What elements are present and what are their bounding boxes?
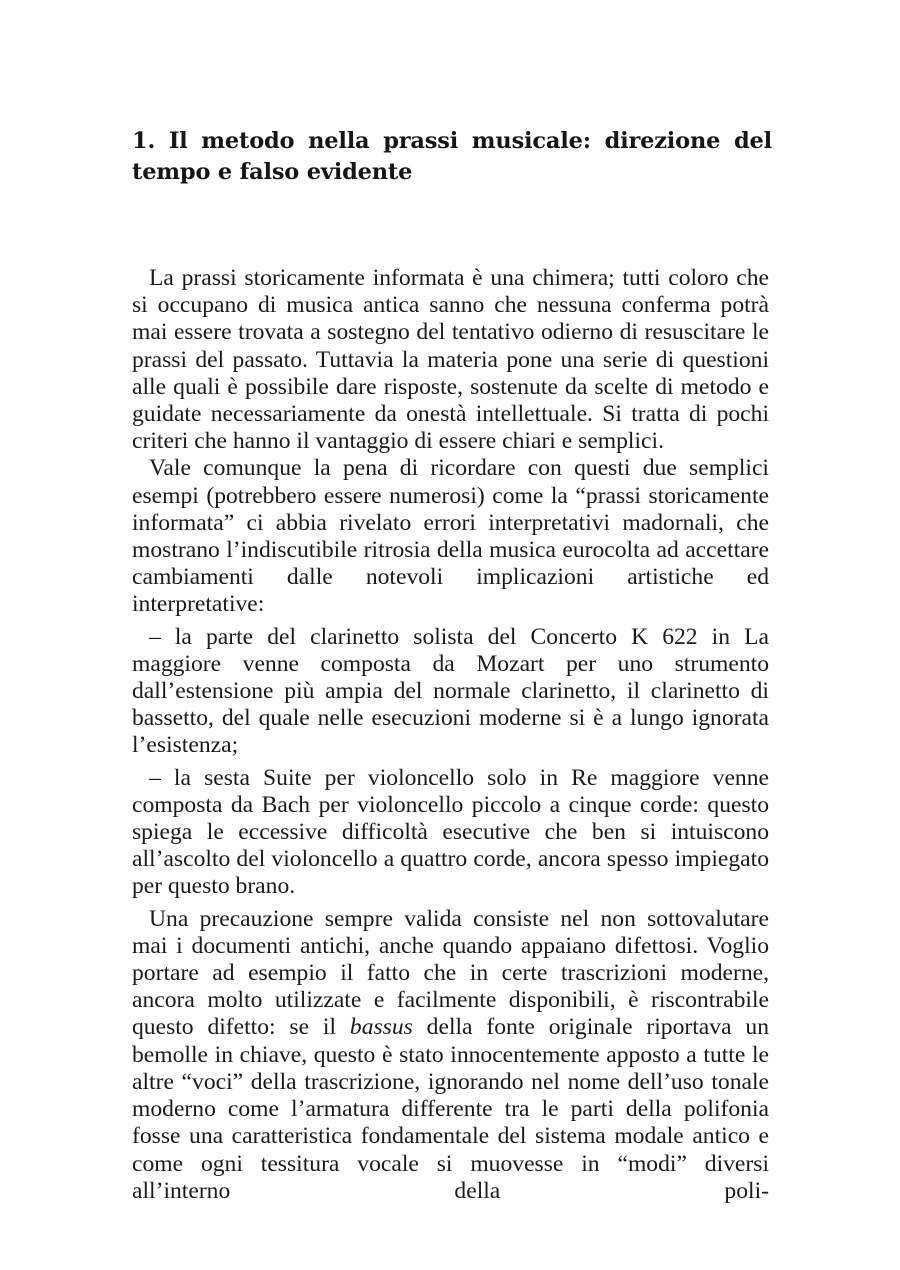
list-item-bach-suite: – la sesta Suite per violoncello solo in Re maggiore venne composta da Bach per violoncello piccolo a cinque corde: questo spiega le eccessive difficoltà esecutive che ben si intuiscono all’ascolto del violoncello a quattro corde, ancora spesso impiegato per questo brano. xyxy=(132,764,769,900)
body-text xyxy=(132,265,769,1205)
list-item-mozart-clarinet: – la parte del clarinetto solista del Concerto K 622 in La maggiore venne composta da Mozart per uno strumento dall’estensione più ampia del normale clarinetto, il clarinetto di bassetto, del quale nelle esecuzioni moderne si è a lungo ignorata l’esistenza; xyxy=(132,623,769,759)
paragraph-examples: Vale comunque la pena di ricordare con questi due semplici esempi (potrebbero essere numerosi) come la “prassi storicamente informata” ci abbia rivelato errori interpretativi madornali, che mostrano l’indiscutibile ritrosia della musica eurocolta ad accettare cambiamenti dalle notevoli implicazioni artistiche ed interpretative: xyxy=(132,455,769,618)
chapter-title: 1. Il metodo nella prassi musicale: direzione del tempo e falso evidente xyxy=(132,128,772,185)
paragraph-precaution xyxy=(132,906,769,1205)
italic-term-bassus: bassus xyxy=(349,1014,413,1041)
paragraph-precaution-start: Una precauzione sempre valida consiste nel non sottovalutare mai i documenti antichi, anche quando appaiano difettosi. Voglio portare ad esempio il fatto che in certe trascrizioni moderne, ancora molto utilizzate e facilmente disponibili, è riscontrabile questo difetto: se il xyxy=(132,905,769,1041)
paragraph-intro: La prassi storicamente informata è una chimera; tutti coloro che si occupano di musica antica sanno che nessuna conferma potrà mai essere trovata a sostegno del tentativo odierno di resuscitare le prassi del passato. Tuttavia la materia pone una serie di questioni alle quali è possibile dare risposte, sostenute da scelte di metodo e guidate necessariamente da onestà intellettuale. Si tratta di pochi criteri che hanno il vantaggio di essere chiari e semplici. xyxy=(132,265,769,455)
paragraph-precaution-end: della fonte originale riportava un bemolle in chiave, questo è stato innocentemente apposto a tutte le altre “voci” della trascrizione, ignorando nel nome dell’uso tonale moderno come l’armatura differente tra le parti della polifonia fosse una caratteristica fondamentale del sistema modale antico e come ogni tessitura vocale si muovesse in “modi” diversi all’interno della poli- xyxy=(132,1014,769,1204)
